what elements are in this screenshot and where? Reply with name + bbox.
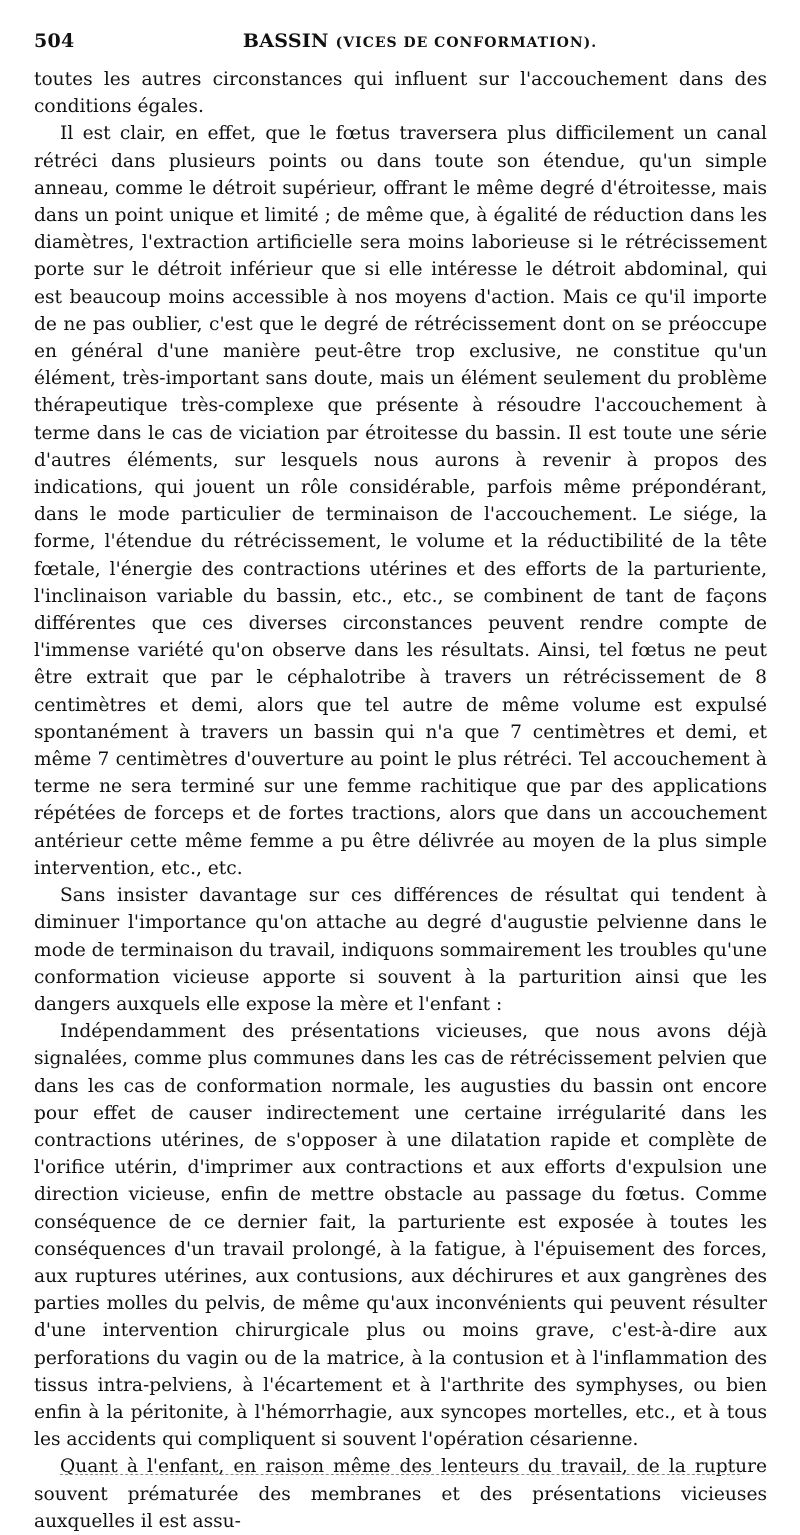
paragraph-continued: toutes les autres circonstances qui influent sur l'accouchement dans des conditions égales. xyxy=(34,69,767,118)
running-title-subtitle: (VICES DE CONFORMATION). xyxy=(335,35,598,51)
paragraph: Sans insister davantage sur ces différences de résultat qui tendent à diminuer l'importance qu'on attache au degré d'augustie pelvienne dans le mode de terminaison du travail, indiquons sommairement les troubles qu'une conformation vicieuse apporte si souvent à la parturition ainsi que les dangers auxquels elle expose la mère et l'enfant : xyxy=(34,885,767,1015)
footer-rule xyxy=(60,1474,740,1475)
paragraph: Quant à l'enfant, en raison même des lenteurs du travail, de la rupture souvent prématurée des membranes et des présentations vicieuses auxquelles il est assu- xyxy=(34,1456,767,1532)
paragraph: Il est clair, en effet, que le fœtus traversera plus difficilement un canal rétréci dans plusieurs points ou dans toute son étendue, qu'un simple anneau, comme le détroit supérieur, offrant le même degré d'étroitesse, mais dans un point unique et limité ; de même que, à égalité de réduction dans les diamètres, l'extraction artificielle sera moins laborieuse si le rétrécissement porte sur le détroit inférieur que si elle intéresse le détroit abdominal, qui est beaucoup moins accessible à nos moyens d'action. Mais ce qu'il importe de ne pas oublier, c'est que le degré de rétrécissement dont on se préoccupe en général d'une manière peut-être trop exclusive, ne constitue qu'un élément, très-important sans doute, mais un élément seulement du problème thérapeutique très-complexe que présente à résoudre l'accouchement à terme dans le cas de viciation par étroitesse du bassin. Il est toute une série d'autres éléments, sur lesquels nous aurons à revenir à propos des indications, qui jouent un rôle considérable, parfois même prépondérant, dans le mode particulier de terminaison de l'accouchement. Le siége, la forme, l'étendue du rétrécissement, le volume et la réductibilité de la tête fœtale, l'énergie des contractions utérines et des efforts de la parturiente, l'inclinaison variable du bassin, etc., etc., se combinent de tant de façons différentes que ces diverses circonstances peuvent rendre compte de l'immense variété qu'on observe dans les résultats. Ainsi, tel fœtus ne peut être extrait que par le céphalotribe à travers un rétrécissement de 8 centimètres et demi, alors que tel autre de même volume est expulsé spontanément à travers un bassin qui n'a que 7 centimètres et demi, et même 7 centimètres d'ouverture au point le plus rétréci. Tel accouchement à terme ne sera terminé sur une femme rachitique que par des applications répétées de forceps et de fortes tractions, alors que dans un accouchement antérieur cette même femme a pu être délivrée au moyen de la plus simple intervention, etc., etc. xyxy=(34,123,767,879)
running-title-main: BASSIN xyxy=(242,30,329,52)
running-header xyxy=(34,30,766,60)
paragraph: Indépendamment des présentations vicieuses, que nous avons déjà signalées, comme plus communes dans les cas de rétrécissement pelvien que dans les cas de conformation normale, les augusties du bassin ont encore pour effet de causer indirectement une certaine irrégularité dans les contractions utérines, de s'opposer à une dilatation rapide et complète de l'orifice utérin, d'imprimer aux contractions et aux efforts d'expulsion une direction vicieuse, enfin de mettre obstacle au passage du fœtus. Comme conséquence de ce dernier fait, la parturiente est exposée à toutes les conséquences d'un travail prolongé, à la fatigue, à l'épuisement des forces, aux ruptures utérines, aux contusions, aux déchirures et aux gangrènes des parties molles du pelvis, de même qu'aux inconvénients qui peuvent résulter d'une intervention chirurgicale plus ou moins grave, c'est-à-dire aux perforations du vagin ou de la matrice, à la contusion et à l'inflammation des tissus intra-pelviens, à l'écartement et à l'arthrite des symphyses, ou bien enfin à la péritonite, à l'hémorrhagie, aux syncopes mortelles, etc., et à tous les accidents qui compliquent si souvent l'opération césarienne. xyxy=(34,1021,767,1451)
body-text xyxy=(34,66,767,1535)
page-number: 504 xyxy=(34,30,75,52)
running-title xyxy=(34,30,766,52)
